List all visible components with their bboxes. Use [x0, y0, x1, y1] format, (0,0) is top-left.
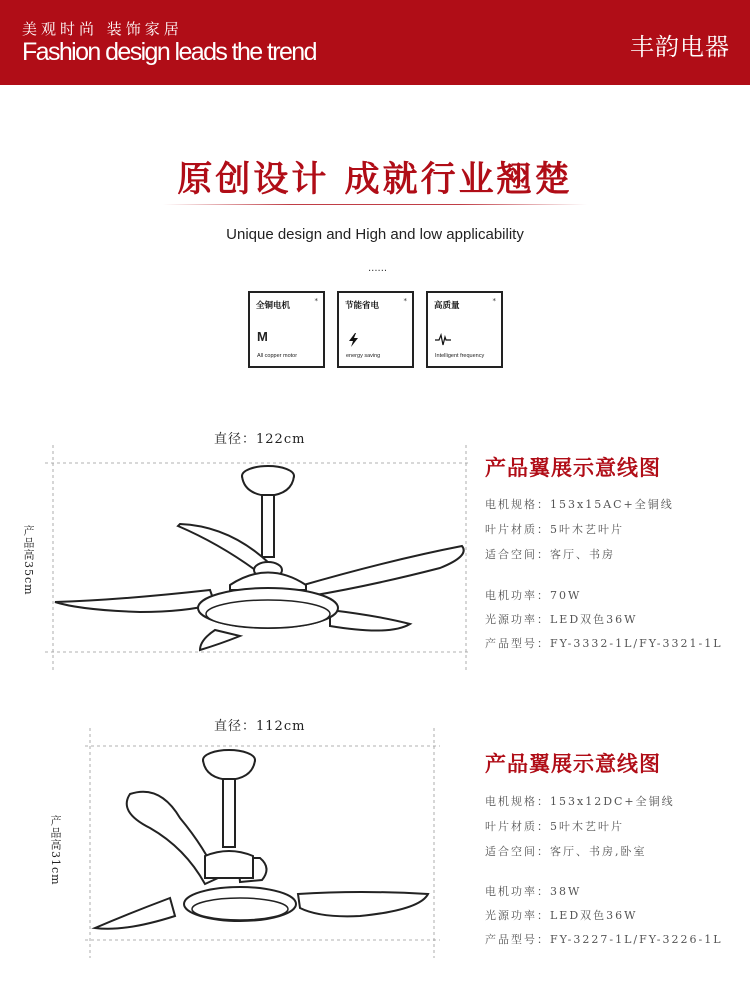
lightning-icon — [346, 333, 362, 347]
product-2-spec-space — [485, 843, 647, 859]
feature-subtitle: All copper motor — [257, 353, 298, 359]
spec-value: LED双色36W — [550, 909, 638, 922]
product-2-diameter-label: 直径：112cm — [214, 719, 306, 734]
feature-card-high-quality — [426, 291, 503, 368]
spec-value: 5叶木艺叶片 — [550, 820, 624, 833]
spec-label: 产品型号： — [485, 933, 550, 946]
product-1-spec-light — [485, 611, 637, 627]
spec-value: FY-3332-1L/FY-3321-1L — [550, 637, 723, 650]
spec-label: 光源功率： — [485, 909, 550, 922]
spec-value: 客厅、书房 — [550, 548, 615, 561]
product-2-spec-model — [485, 931, 723, 947]
spec-value: 38W — [550, 885, 582, 898]
spec-label: 叶片材质： — [485, 523, 550, 536]
spec-label: 电机规格： — [485, 795, 550, 808]
product-1-spec-power — [485, 587, 581, 603]
product-2-spec-blade — [485, 818, 624, 834]
spec-value: LED双色36W — [550, 613, 638, 626]
page-subheadline: Unique design and High and low applicability — [226, 226, 524, 243]
product-2-spec-title: 产品翼展示意线图 — [485, 751, 661, 776]
product-2-height-label: 产品高31cm — [49, 815, 62, 886]
page-headline: 原创设计 成就行业翘楚 — [177, 159, 573, 200]
motor-m-icon: M — [257, 329, 268, 344]
spec-value: 5叶木艺叶片 — [550, 523, 624, 536]
product-1-diameter-label: 直径：122cm — [214, 432, 306, 447]
spec-label: 电机功率： — [485, 885, 550, 898]
feature-subtitle: energy saving — [346, 353, 381, 359]
spec-label: 光源功率： — [485, 613, 550, 626]
header-banner — [0, 0, 750, 85]
feature-title: 节能省电 — [345, 301, 380, 311]
spec-label: 适合空间： — [485, 845, 550, 858]
spec-label: 产品型号： — [485, 637, 550, 650]
product-1-spec-blade — [485, 521, 624, 537]
feature-subtitle: Intelligent frequency — [435, 353, 485, 359]
spec-value: 70W — [550, 589, 582, 602]
feature-title: 高质量 — [434, 301, 460, 311]
spec-label: 电机规格： — [485, 498, 550, 511]
feature-star: * — [403, 297, 407, 305]
product-1-spec-model — [485, 635, 723, 651]
spec-label: 叶片材质： — [485, 820, 550, 833]
product-1-spec-space — [485, 546, 615, 562]
spec-label: 适合空间： — [485, 548, 550, 561]
feature-star: * — [314, 297, 318, 305]
brand-name: 丰韵电器 — [630, 33, 730, 61]
spec-value: FY-3227-1L/FY-3226-1L — [550, 933, 723, 946]
feature-card-energy-saving — [337, 291, 414, 368]
product-2-fan-drawing — [0, 728, 450, 960]
product-1-height-label: 产品高35cm — [22, 525, 35, 596]
feature-star: * — [492, 297, 496, 305]
spec-value: 客厅、书房,卧室 — [550, 845, 647, 858]
decorative-dots: ...... — [368, 263, 388, 274]
product-2-spec-power — [485, 883, 581, 899]
feature-title: 全铜电机 — [256, 301, 291, 311]
headline-divider — [163, 204, 587, 205]
product-1-fan-drawing — [0, 440, 480, 672]
spec-value: 153x12DC+全铜线 — [550, 795, 675, 808]
feature-card-copper-motor — [248, 291, 325, 368]
product-1-spec-title: 产品翼展示意线图 — [485, 455, 661, 480]
product-2-spec-motor — [485, 793, 675, 809]
spec-label: 电机功率： — [485, 589, 550, 602]
product-1-spec-motor — [485, 496, 674, 512]
product-2-spec-light — [485, 907, 637, 923]
chinese-slogan: 美观时尚 装饰家居 — [22, 20, 183, 38]
spec-value: 153x15AC+全铜线 — [550, 498, 674, 511]
waveform-icon — [435, 333, 451, 347]
english-slogan: Fashion design leads the trend — [22, 38, 316, 66]
